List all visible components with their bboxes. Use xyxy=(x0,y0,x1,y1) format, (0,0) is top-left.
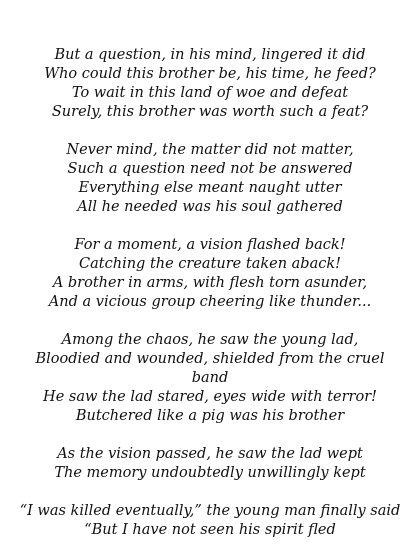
poem-line: To wait in this land of woe and defeat xyxy=(71,85,349,101)
poem-line: All he needed was his soul gathered xyxy=(77,199,343,215)
poem-line: Such a question need not be answered xyxy=(67,161,353,177)
poem-line: And a vicious group cheering like thunder... xyxy=(48,294,372,310)
poem-line: Bloodied and wounded, shielded from the cruel xyxy=(35,351,385,367)
poem-body xyxy=(0,46,420,559)
poem-line: “But I have not seen his spirit fled xyxy=(84,522,336,538)
poem-line: Never mind, the matter did not matter, xyxy=(66,142,354,158)
stanza-3 xyxy=(0,236,420,312)
poem-line: Who could this brother be, his time, he feed? xyxy=(44,66,376,82)
poem-line: A brother in arms, with flesh torn asunder, xyxy=(52,275,368,291)
poem-line: Among the chaos, he saw the young lad, xyxy=(61,332,359,348)
poem-line: The memory undoubtedly unwillingly kept xyxy=(54,465,366,481)
stanza-1 xyxy=(0,46,420,122)
stanza-2 xyxy=(0,141,420,217)
stanza-4 xyxy=(0,331,420,426)
stanza-6 xyxy=(0,502,420,540)
poem-line: For a moment, a vision flashed back! xyxy=(74,237,346,253)
poem-line: He saw the lad stared, eyes wide with terror! xyxy=(43,389,377,405)
poem-line: Everything else meant naught utter xyxy=(78,180,342,196)
poem-line: Surely, this brother was worth such a feat? xyxy=(51,104,369,120)
poem-line: Butchered like a pig was his brother xyxy=(75,408,345,424)
poem-line: Catching the creature taken aback! xyxy=(79,256,341,272)
poem-line: band xyxy=(191,370,229,386)
poem-line: “I was killed eventually,” the young man finally said xyxy=(19,503,401,519)
poem-line: As the vision passed, he saw the lad wept xyxy=(57,446,363,462)
poem-line: But a question, in his mind, lingered it did xyxy=(54,47,366,63)
stanza-5 xyxy=(0,445,420,483)
